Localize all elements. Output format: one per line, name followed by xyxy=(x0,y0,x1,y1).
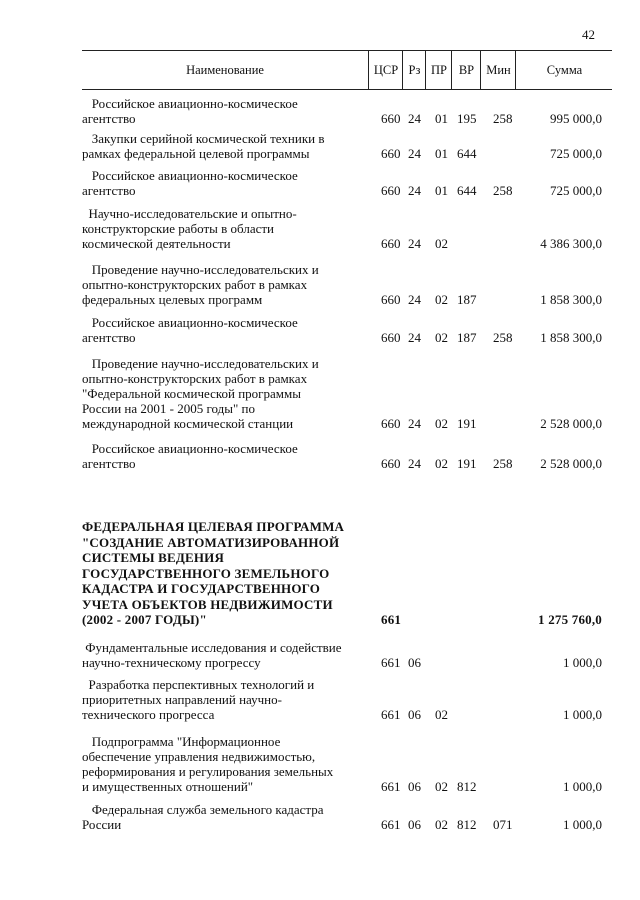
row-sum: 2 528 000,0 xyxy=(540,456,602,471)
row-name-line: приоритетных направлений научно- xyxy=(82,692,282,707)
row-rz: 24 xyxy=(408,330,421,345)
row-name xyxy=(82,640,368,670)
row-csr: 660 xyxy=(381,146,401,161)
row-name-line: опытно-конструкторских работ в рамках xyxy=(82,371,308,386)
row-csr: 661 xyxy=(381,779,401,794)
row-name-line: реформирования и регулирования земельных xyxy=(82,764,334,779)
header-min: Мин xyxy=(480,51,516,89)
row-vr: 644 xyxy=(457,146,477,161)
row-name-line: агентство xyxy=(82,330,136,345)
row-name-line: конструкторские работы в области xyxy=(82,221,274,236)
row-vr: 191 xyxy=(457,416,477,431)
row-name-line: Российское авиационно-космическое xyxy=(82,168,298,183)
row-pr: 02 xyxy=(435,817,448,832)
row-sum: 1 000,0 xyxy=(563,655,602,670)
row-name-line: УЧЕТА ОБЪЕКТОВ НЕДВИЖИМОСТИ xyxy=(82,596,333,612)
header-csr: ЦСР xyxy=(368,51,403,89)
row-name-line: "СОЗДАНИЕ АВТОМАТИЗИРОВАННОЙ xyxy=(82,534,340,550)
row-sum: 995 000,0 xyxy=(550,111,602,126)
row-name-line: федеральных целевых программ xyxy=(82,292,263,307)
row-csr: 661 xyxy=(381,612,402,627)
row-name-line: Подпрограмма "Информационное xyxy=(82,734,281,749)
row-name-line: (2002 - 2007 ГОДЫ)" xyxy=(82,612,207,627)
row-sum: 1 000,0 xyxy=(563,707,602,722)
row-name-line: Научно-исследовательские и опытно- xyxy=(82,206,297,221)
header-rz: Рз xyxy=(402,51,426,89)
row-rz: 06 xyxy=(408,817,421,832)
row-name-line: агентство xyxy=(82,456,136,471)
row-vr: 191 xyxy=(457,456,477,471)
row-name-line: Фундаментальные исследования и содействие xyxy=(82,640,342,655)
row-pr: 01 xyxy=(435,183,448,198)
row-sum: 1 275 760,0 xyxy=(538,612,602,627)
row-sum: 1 000,0 xyxy=(563,779,602,794)
row-pr: 01 xyxy=(435,111,448,126)
row-pr: 02 xyxy=(435,236,448,251)
row-name xyxy=(82,168,368,198)
row-pr: 02 xyxy=(435,779,448,794)
header-sum: Сумма xyxy=(515,51,613,89)
row-csr: 660 xyxy=(381,416,401,431)
row-name-line: Закупки серийной космической техники в xyxy=(82,131,325,146)
row-min: 258 xyxy=(493,111,513,126)
row-name-line: Проведение научно-исследовательских и xyxy=(82,356,319,371)
row-pr: 02 xyxy=(435,416,448,431)
row-sum: 1 000,0 xyxy=(563,817,602,832)
row-name-line: и имущественных отношений" xyxy=(82,779,254,794)
row-name xyxy=(82,441,368,471)
row-name-line: КАДАСТРА И ГОСУДАРСТВЕННОГО xyxy=(82,581,321,596)
row-sum: 4 386 300,0 xyxy=(540,236,602,251)
row-name xyxy=(82,734,368,794)
row-name-line: Российское авиационно-космическое xyxy=(82,96,298,111)
row-name-line: международной космической станции xyxy=(82,416,294,431)
row-sum: 2 528 000,0 xyxy=(540,416,602,431)
row-name-line: "Федеральной космической программы xyxy=(82,386,301,401)
row-rz: 24 xyxy=(408,111,421,126)
row-pr: 02 xyxy=(435,456,448,471)
row-rz: 24 xyxy=(408,292,421,307)
table-header xyxy=(82,50,612,90)
row-rz: 24 xyxy=(408,456,421,471)
row-min: 258 xyxy=(493,330,513,345)
row-pr: 02 xyxy=(435,292,448,307)
row-vr: 195 xyxy=(457,111,477,126)
row-csr: 660 xyxy=(381,236,401,251)
row-rz: 24 xyxy=(408,146,421,161)
row-vr: 644 xyxy=(457,183,477,198)
row-name-line: агентство xyxy=(82,111,136,126)
row-name-line: рамках федеральной целевой программы xyxy=(82,146,310,161)
row-name-line: обеспечение управления недвижимостью, xyxy=(82,749,316,764)
row-vr: 812 xyxy=(457,779,477,794)
row-name xyxy=(82,356,368,431)
row-pr: 02 xyxy=(435,707,448,722)
row-csr: 660 xyxy=(381,292,401,307)
row-vr: 187 xyxy=(457,292,477,307)
row-rz: 24 xyxy=(408,236,421,251)
row-name xyxy=(82,131,368,161)
row-name-line: Разработка перспективных технологий и xyxy=(82,677,315,692)
row-name-line: космической деятельности xyxy=(82,236,231,251)
row-csr: 661 xyxy=(381,707,401,722)
header-pr: ПР xyxy=(425,51,452,89)
row-csr: 660 xyxy=(381,330,401,345)
row-rz: 24 xyxy=(408,416,421,431)
row-name-line: Федеральная служба земельного кадастра xyxy=(82,802,324,817)
row-pr: 02 xyxy=(435,330,448,345)
row-rz: 06 xyxy=(408,779,421,794)
row-name-line: России xyxy=(82,817,122,832)
row-name-line: ФЕДЕРАЛЬНАЯ ЦЕЛЕВАЯ ПРОГРАММА xyxy=(82,519,345,534)
row-name xyxy=(82,206,368,251)
row-name-line: технического прогресса xyxy=(82,707,215,722)
row-sum: 725 000,0 xyxy=(550,146,602,161)
row-name xyxy=(82,262,368,307)
row-name-line: Проведение научно-исследовательских и xyxy=(82,262,319,277)
row-name-line: СИСТЕМЫ ВЕДЕНИЯ xyxy=(82,550,225,565)
header-vr: ВР xyxy=(451,51,481,89)
row-csr: 660 xyxy=(381,456,401,471)
row-sum: 725 000,0 xyxy=(550,183,602,198)
row-name xyxy=(82,315,368,345)
row-name-line: ГОСУДАРСТВЕННОГО ЗЕМЕЛЬНОГО xyxy=(82,565,330,581)
row-name xyxy=(82,519,368,628)
row-vr: 812 xyxy=(457,817,477,832)
row-rz: 06 xyxy=(408,707,421,722)
row-name xyxy=(82,802,368,832)
row-min: 258 xyxy=(493,456,513,471)
page-number: 42 xyxy=(582,27,595,42)
row-name-line: агентство xyxy=(82,183,136,198)
row-name-line: Российское авиационно-космическое xyxy=(82,315,298,330)
row-rz: 06 xyxy=(408,655,421,670)
row-min: 258 xyxy=(493,183,513,198)
row-pr: 01 xyxy=(435,146,448,161)
header-name: Наименование xyxy=(186,62,264,77)
row-name xyxy=(82,96,368,126)
row-csr: 661 xyxy=(381,655,401,670)
row-csr: 660 xyxy=(381,183,401,198)
row-min: 071 xyxy=(493,817,513,832)
row-csr: 660 xyxy=(381,111,401,126)
row-name-line: Российское авиационно-космическое xyxy=(82,441,298,456)
row-csr: 661 xyxy=(381,817,401,832)
row-sum: 1 858 300,0 xyxy=(540,330,602,345)
row-sum: 1 858 300,0 xyxy=(540,292,602,307)
row-vr: 187 xyxy=(457,330,477,345)
row-name xyxy=(82,677,368,722)
row-name-line: России на 2001 - 2005 годы" по xyxy=(82,401,255,416)
row-name-line: опытно-конструкторских работ в рамках xyxy=(82,277,308,292)
row-rz: 24 xyxy=(408,183,421,198)
row-name-line: научно-техническому прогрессу xyxy=(82,655,261,670)
